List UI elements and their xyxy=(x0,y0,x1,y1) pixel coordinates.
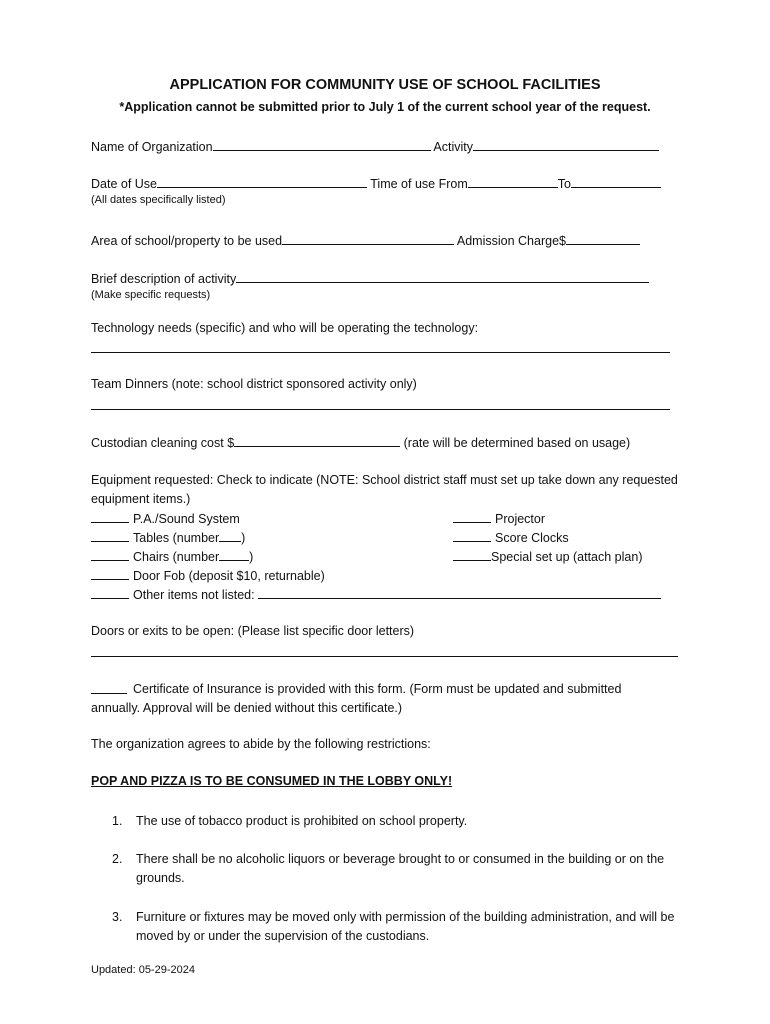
equipment-item-score-clocks xyxy=(453,528,569,546)
restriction-text: Furniture or fixtures may be moved only with permission of the building administration, and will be moved by or under the supervision of the custodians. xyxy=(136,910,675,943)
area-label: Area of school/property to be used xyxy=(91,234,283,248)
tables-label: Tables (number xyxy=(133,531,220,545)
tables-checkbox[interactable] xyxy=(91,528,129,542)
chairs-label: Chairs (number xyxy=(133,550,220,564)
equipment-intro: Equipment requested: Check to indicate (NOTE: School district staff must set up take down any requested equipment items.) xyxy=(91,473,678,506)
custodian-label: Custodian cleaning cost $ xyxy=(91,436,235,450)
activity-field[interactable] xyxy=(473,137,659,151)
area-row xyxy=(91,231,640,249)
area-field[interactable] xyxy=(282,231,454,245)
form-title: APPLICATION FOR COMMUNITY USE OF SCHOOL FACILITIES xyxy=(169,77,601,93)
restriction-number: 2. xyxy=(112,852,123,866)
equipment-item-projector xyxy=(453,509,545,527)
restrictions-intro: The organization agrees to abide by the following restrictions: xyxy=(91,737,431,751)
date-field[interactable] xyxy=(157,174,367,188)
equipment-item-pa xyxy=(91,509,240,527)
insurance-statement xyxy=(91,680,651,718)
restriction-number: 1. xyxy=(112,814,123,828)
other-label: Other items not listed: xyxy=(133,588,255,602)
custodian-cost-field[interactable] xyxy=(234,433,400,447)
time-from-field[interactable] xyxy=(468,174,558,188)
equipment-item-special-setup xyxy=(453,547,642,565)
lobby-rule: POP AND PIZZA IS TO BE CONSUMED IN THE LOBBY ONLY! xyxy=(91,774,453,788)
admission-field[interactable] xyxy=(566,231,640,245)
restriction-text: There shall be no alcoholic liquors or beverage brought to or consumed in the building or on the grounds. xyxy=(136,852,665,885)
doors-label: Doors or exits to be open: (Please list specific door letters) xyxy=(91,624,415,638)
date-note: (All dates specifically listed) xyxy=(91,194,226,206)
description-row xyxy=(91,269,649,287)
other-checkbox[interactable] xyxy=(91,585,129,599)
restriction-item xyxy=(112,813,467,829)
equipment-item-other xyxy=(91,585,661,603)
description-label: Brief description of activity xyxy=(91,272,237,286)
activity-label: Activity xyxy=(433,140,473,154)
admission-label: Admission Charge$ xyxy=(456,234,566,248)
team-dinners-field[interactable] xyxy=(91,409,670,410)
chairs-close: ) xyxy=(249,550,254,564)
tables-close: ) xyxy=(241,531,246,545)
restriction-item xyxy=(112,908,702,946)
custodian-row xyxy=(91,433,630,451)
projector-checkbox[interactable] xyxy=(453,509,491,523)
organization-label: Name of Organization xyxy=(91,140,213,154)
tables-number-field[interactable] xyxy=(219,528,241,542)
date-row xyxy=(91,174,661,192)
submission-notice: *Application cannot be submitted prior to July 1 of the current school year of the request. xyxy=(119,100,651,114)
restriction-text: The use of tobacco product is prohibited on school property. xyxy=(136,814,468,828)
insurance-text: Certificate of Insurance is provided with this form. (Form must be updated and submitted annually. Approval will be denied without this certificate.) xyxy=(91,682,622,715)
insurance-checkbox[interactable] xyxy=(91,693,127,694)
technology-label: Technology needs (specific) and who will be operating the technology: xyxy=(91,321,479,335)
date-label: Date of Use xyxy=(91,177,158,191)
pa-label: P.A./Sound System xyxy=(133,512,240,526)
door-fob-label: Door Fob (deposit $10, returnable) xyxy=(133,569,325,583)
chairs-number-field[interactable] xyxy=(219,547,249,561)
team-dinners-label: Team Dinners (note: school district sponsored activity only) xyxy=(91,377,417,391)
door-fob-checkbox[interactable] xyxy=(91,566,129,580)
restriction-item xyxy=(112,850,696,888)
custodian-note: (rate will be determined based on usage) xyxy=(403,436,631,450)
special-setup-checkbox[interactable] xyxy=(453,547,491,561)
time-to-field[interactable] xyxy=(571,174,661,188)
doors-field[interactable] xyxy=(91,656,678,657)
restriction-number: 3. xyxy=(112,910,123,924)
equipment-item-tables xyxy=(91,528,245,546)
description-field[interactable] xyxy=(236,269,649,283)
equipment-item-chairs xyxy=(91,547,253,565)
chairs-checkbox[interactable] xyxy=(91,547,129,561)
score-clocks-checkbox[interactable] xyxy=(453,528,491,542)
technology-field[interactable] xyxy=(91,352,670,353)
organization-row xyxy=(91,137,659,155)
updated-date: Updated: 05-29-2024 xyxy=(91,964,195,976)
special-setup-label: Special set up (attach plan) xyxy=(491,550,643,564)
time-from-label: Time of use From xyxy=(370,177,468,191)
equipment-item-door-fob xyxy=(91,566,325,584)
time-to-label: To xyxy=(557,177,571,191)
projector-label: Projector xyxy=(495,512,546,526)
score-clocks-label: Score Clocks xyxy=(495,531,569,545)
organization-field[interactable] xyxy=(213,137,431,151)
other-items-field[interactable] xyxy=(258,585,661,599)
description-note: (Make specific requests) xyxy=(91,289,211,301)
pa-checkbox[interactable] xyxy=(91,509,129,523)
